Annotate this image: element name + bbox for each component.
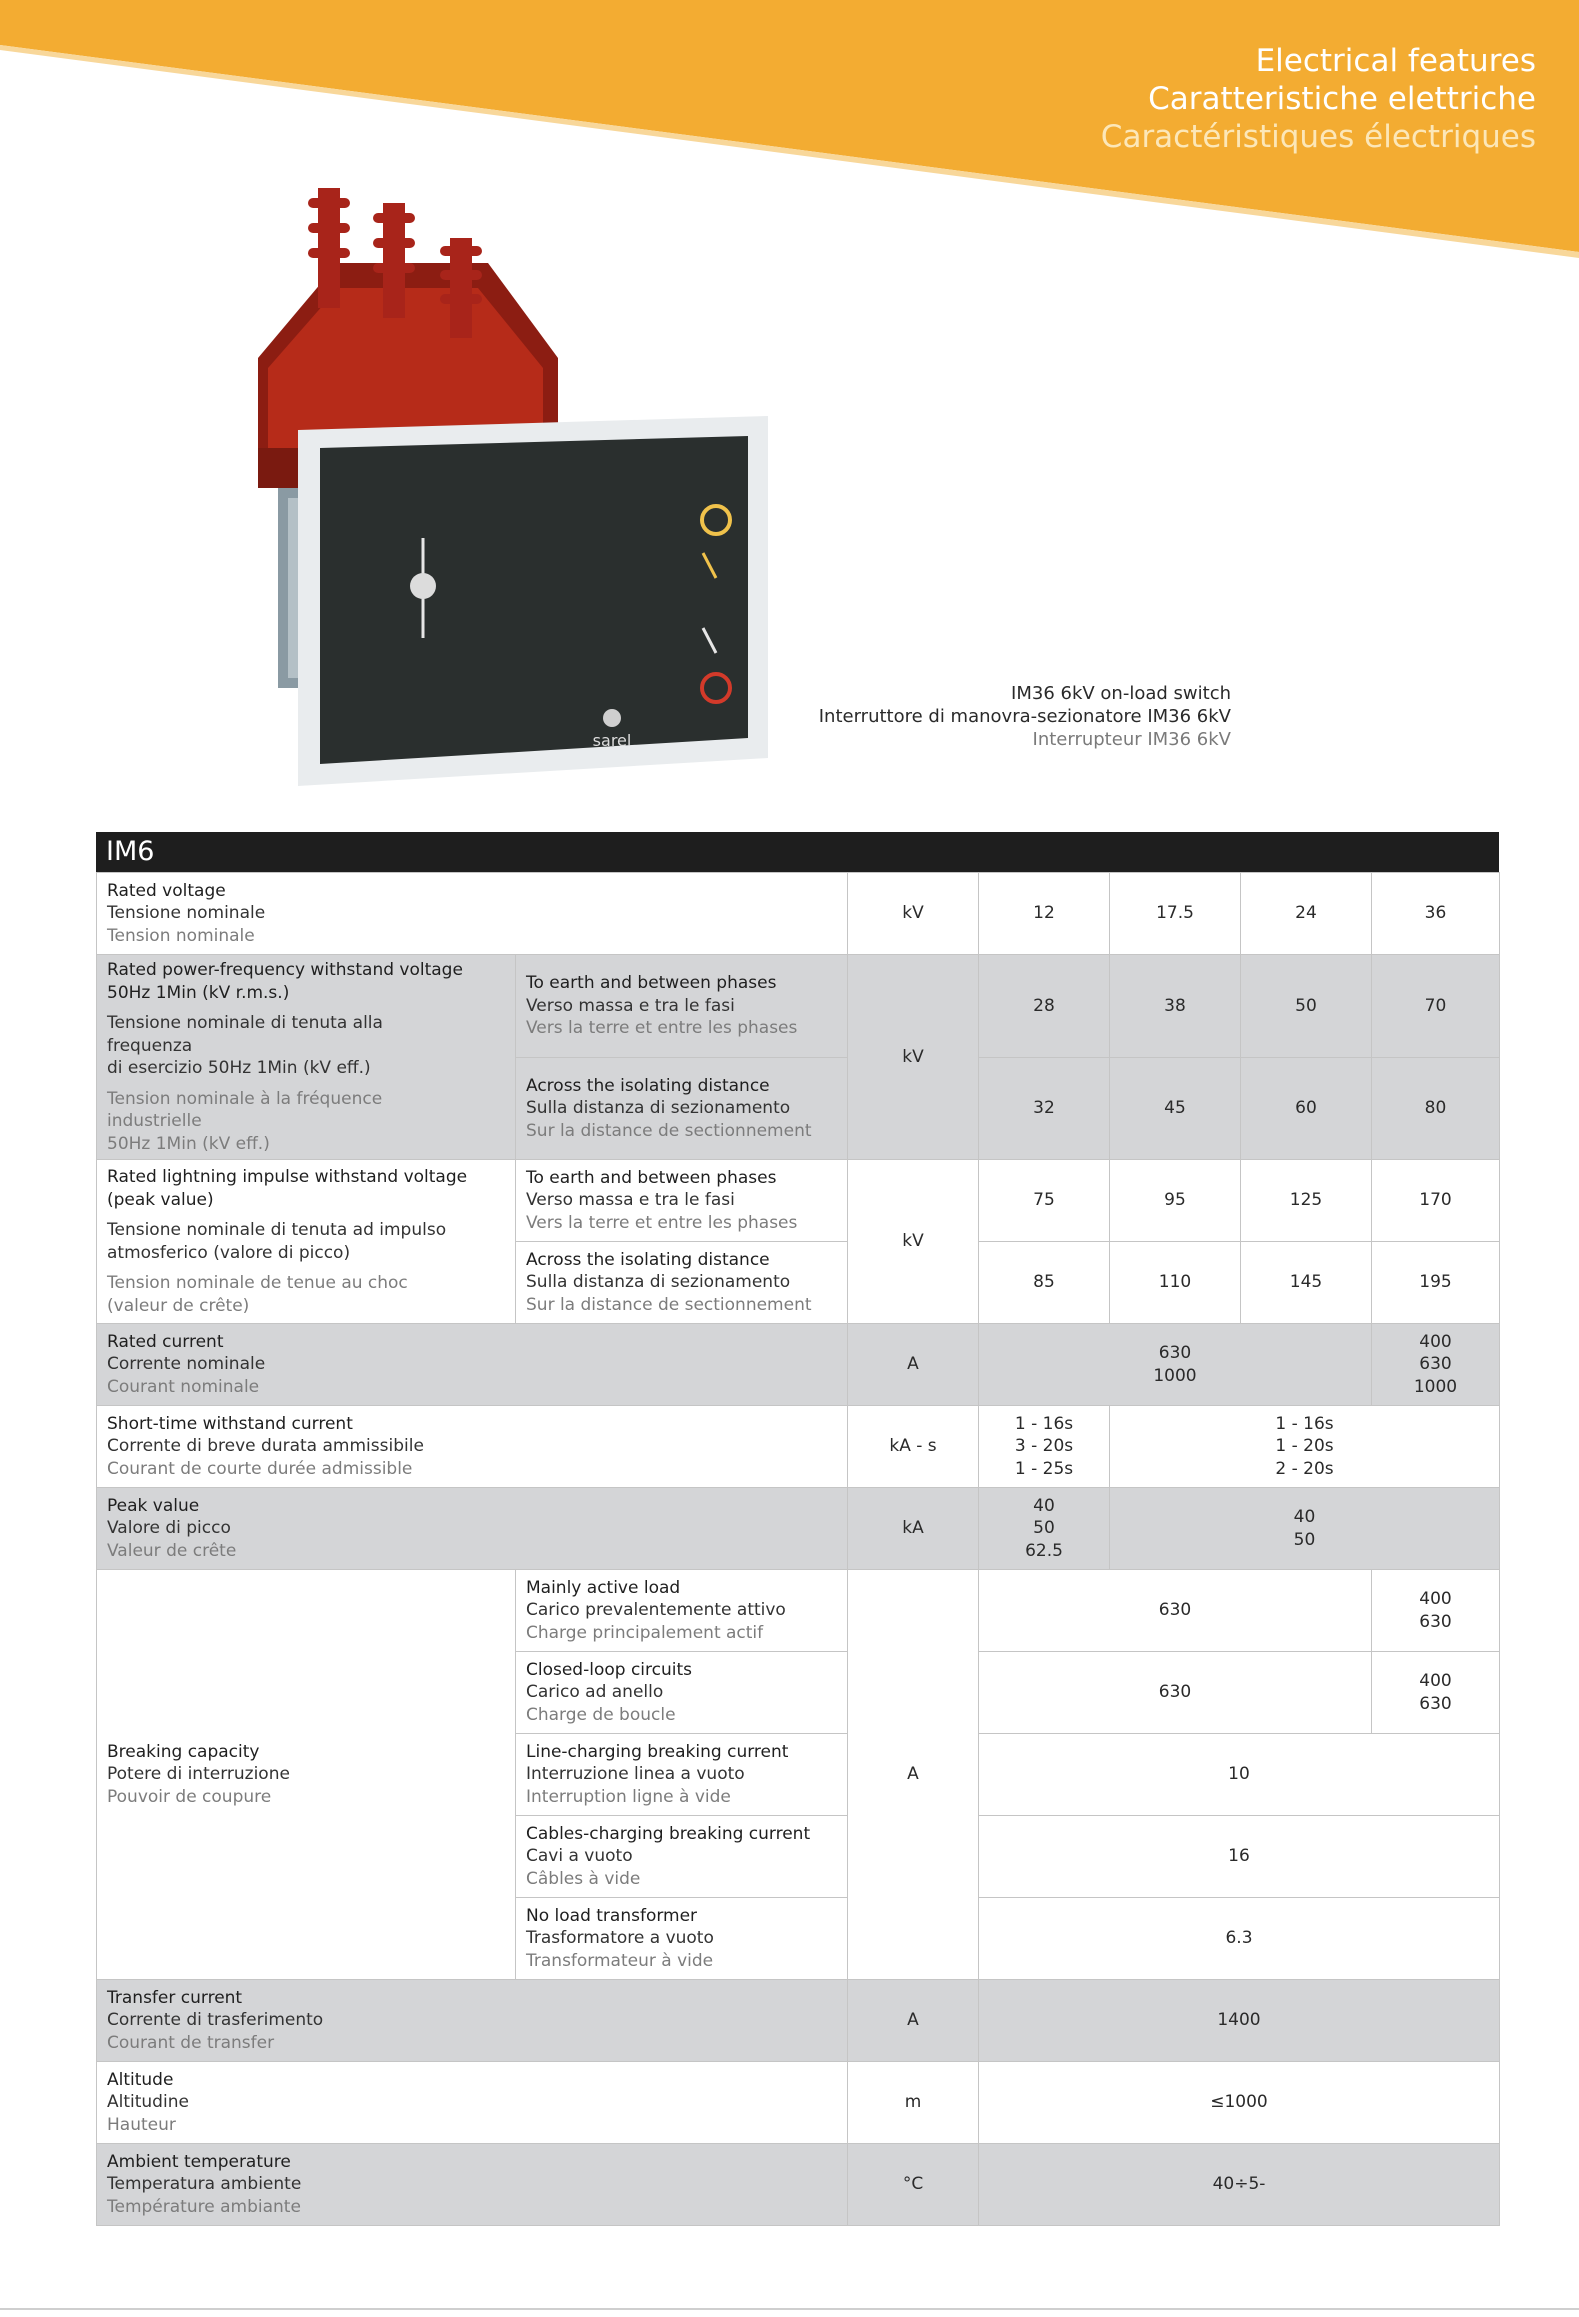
lightning-earth-label: To earth and between phases Verso massa e tra le fasi Vers la terre et entre les phases	[516, 1160, 848, 1242]
lightning-label: Rated lightning impulse withstand voltage (peak value) Tensione nominale di tenuta ad impulso atmosferico (valore di picco) Tension nominale de tenue au choc (valeur de crête)	[97, 1160, 516, 1324]
row-altitude	[97, 2062, 1500, 2144]
rated-current-v123: 630 1000	[979, 1324, 1372, 1406]
pf-isolating-v4: 80	[1372, 1058, 1500, 1160]
altitude-unit: m	[848, 2062, 979, 2144]
product-brand-label: sarel	[592, 731, 632, 750]
breaking-loop-v4: 400 630	[1372, 1652, 1500, 1734]
lightning-unit: kV	[848, 1160, 979, 1324]
pf-earth-v2: 38	[1110, 955, 1241, 1058]
breaking-active-v123: 630	[979, 1570, 1372, 1652]
rated-voltage-label: Rated voltage Tensione nominale Tension nominale	[97, 873, 848, 955]
short-time-label: Short-time withstand current Corrente di breve durata ammissibile Courant de courte durée admissible	[97, 1406, 848, 1488]
row-rated-current	[97, 1324, 1500, 1406]
spec-table	[96, 872, 1500, 2226]
product-image	[228, 168, 788, 806]
lightning-earth-v3: 125	[1241, 1160, 1372, 1242]
lightning-earth-v2: 95	[1110, 1160, 1241, 1242]
breaking-active-v4: 400 630	[1372, 1570, 1500, 1652]
altitude-label: Altitude Altitudine Hauteur	[97, 2062, 848, 2144]
pf-withstand-unit: kV	[848, 955, 979, 1160]
pf-isolating-v3: 60	[1241, 1058, 1372, 1160]
breaking-active-label: Mainly active load Carico prevalentemente attivo Charge principalement actif	[516, 1570, 848, 1652]
pf-earth-v3: 50	[1241, 955, 1372, 1058]
peak-value-label: Peak value Valore di picco Valeur de crête	[97, 1488, 848, 1570]
pf-earth-label: To earth and between phases Verso massa e tra le fasi Vers la terre et entre les phases	[516, 955, 848, 1058]
peak-value-unit: kA	[848, 1488, 979, 1570]
short-time-v1: 1 - 16s 3 - 20s 1 - 25s	[979, 1406, 1110, 1488]
header-title-it: Caratteristiche elettriche	[1148, 81, 1536, 117]
header-title-en: Electrical features	[1255, 43, 1536, 79]
peak-value-v234: 40 50	[1110, 1488, 1500, 1570]
pf-earth-v1: 28	[979, 955, 1110, 1058]
rated-voltage-v1: 12	[979, 873, 1110, 955]
table-title-bar	[96, 832, 1499, 872]
row-rated-voltage	[97, 873, 1500, 955]
header-title-fr: Caractéristiques électriques	[1100, 119, 1536, 155]
row-ambient-temperature	[97, 2144, 1500, 2226]
breaking-unit: A	[848, 1570, 979, 1980]
breaking-loop-label: Closed-loop circuits Carico ad anello Charge de boucle	[516, 1652, 848, 1734]
pf-isolating-v2: 45	[1110, 1058, 1241, 1160]
breaking-cable-label: Cables-charging breaking current Cavi a vuoto Câbles à vide	[516, 1816, 848, 1898]
peak-value-v1: 40 50 62.5	[979, 1488, 1110, 1570]
pf-withstand-label: Rated power-frequency withstand voltage 50Hz 1Min (kV r.m.s.) Tensione nominale di tenuta alla frequenza di esercizio 50Hz 1Min (kV eff.) Tension nominale à la fréquence industrielle 50Hz 1Min (kV eff.)	[97, 955, 516, 1160]
breaking-loop-v123: 630	[979, 1652, 1372, 1734]
lightning-isolating-v4: 195	[1372, 1242, 1500, 1324]
lightning-isolating-v2: 110	[1110, 1242, 1241, 1324]
breaking-line-label: Line-charging breaking current Interruzione linea a vuoto Interruption ligne à vide	[516, 1734, 848, 1816]
rated-voltage-v2: 17.5	[1110, 873, 1241, 955]
rated-current-unit: A	[848, 1324, 979, 1406]
product-caption-en: IM36 6kV on-load switch	[1011, 683, 1231, 704]
product-caption-it: Interruttore di manovra-sezionatore IM36 6kV	[818, 706, 1231, 727]
breaking-noload-value: 6.3	[979, 1898, 1500, 1980]
breaking-line-value: 10	[979, 1734, 1500, 1816]
table-title: IM6	[106, 836, 155, 867]
breaking-cable-value: 16	[979, 1816, 1500, 1898]
product-caption-fr: Interrupteur IM36 6kV	[1032, 729, 1231, 750]
rated-voltage-v3: 24	[1241, 873, 1372, 955]
lightning-isolating-v3: 145	[1241, 1242, 1372, 1324]
short-time-unit: kA - s	[848, 1406, 979, 1488]
row-short-time	[97, 1406, 1500, 1488]
transfer-current-unit: A	[848, 1980, 979, 2062]
breaking-noload-label: No load transformer Trasformatore a vuoto Transformateur à vide	[516, 1898, 848, 1980]
breaking-label: Breaking capacity Potere di interruzione Pouvoir de coupure	[97, 1570, 516, 1980]
row-peak-value	[97, 1488, 1500, 1570]
ambient-temperature-label: Ambient temperature Temperatura ambiente Température ambiante	[97, 2144, 848, 2226]
pf-isolating-v1: 32	[979, 1058, 1110, 1160]
rated-voltage-unit: kV	[848, 873, 979, 955]
lightning-isolating-label: Across the isolating distance Sulla distanza di sezionamento Sur la distance de sectionnement	[516, 1242, 848, 1324]
rated-current-v4: 400 630 1000	[1372, 1324, 1500, 1406]
rated-voltage-v4: 36	[1372, 873, 1500, 955]
lightning-earth-v1: 75	[979, 1160, 1110, 1242]
bottom-rule	[0, 2308, 1579, 2310]
ambient-temperature-value: 40÷5-	[979, 2144, 1500, 2226]
altitude-value: ≤1000	[979, 2062, 1500, 2144]
short-time-v234: 1 - 16s 1 - 20s 2 - 20s	[1110, 1406, 1500, 1488]
pf-isolating-label: Across the isolating distance Sulla distanza di sezionamento Sur la distance de sectionnement	[516, 1058, 848, 1160]
transfer-current-value: 1400	[979, 1980, 1500, 2062]
rated-current-label: Rated current Corrente nominale Courant nominale	[97, 1324, 848, 1406]
row-pf-withstand-earth	[97, 955, 1500, 1058]
lightning-isolating-v1: 85	[979, 1242, 1110, 1324]
lightning-earth-v4: 170	[1372, 1160, 1500, 1242]
pf-earth-v4: 70	[1372, 955, 1500, 1058]
row-transfer-current	[97, 1980, 1500, 2062]
ambient-temperature-unit: °C	[848, 2144, 979, 2226]
transfer-current-label: Transfer current Corrente di trasferimento Courant de transfer	[97, 1980, 848, 2062]
row-lightning-earth	[97, 1160, 1500, 1242]
row-breaking-active	[97, 1570, 1500, 1652]
